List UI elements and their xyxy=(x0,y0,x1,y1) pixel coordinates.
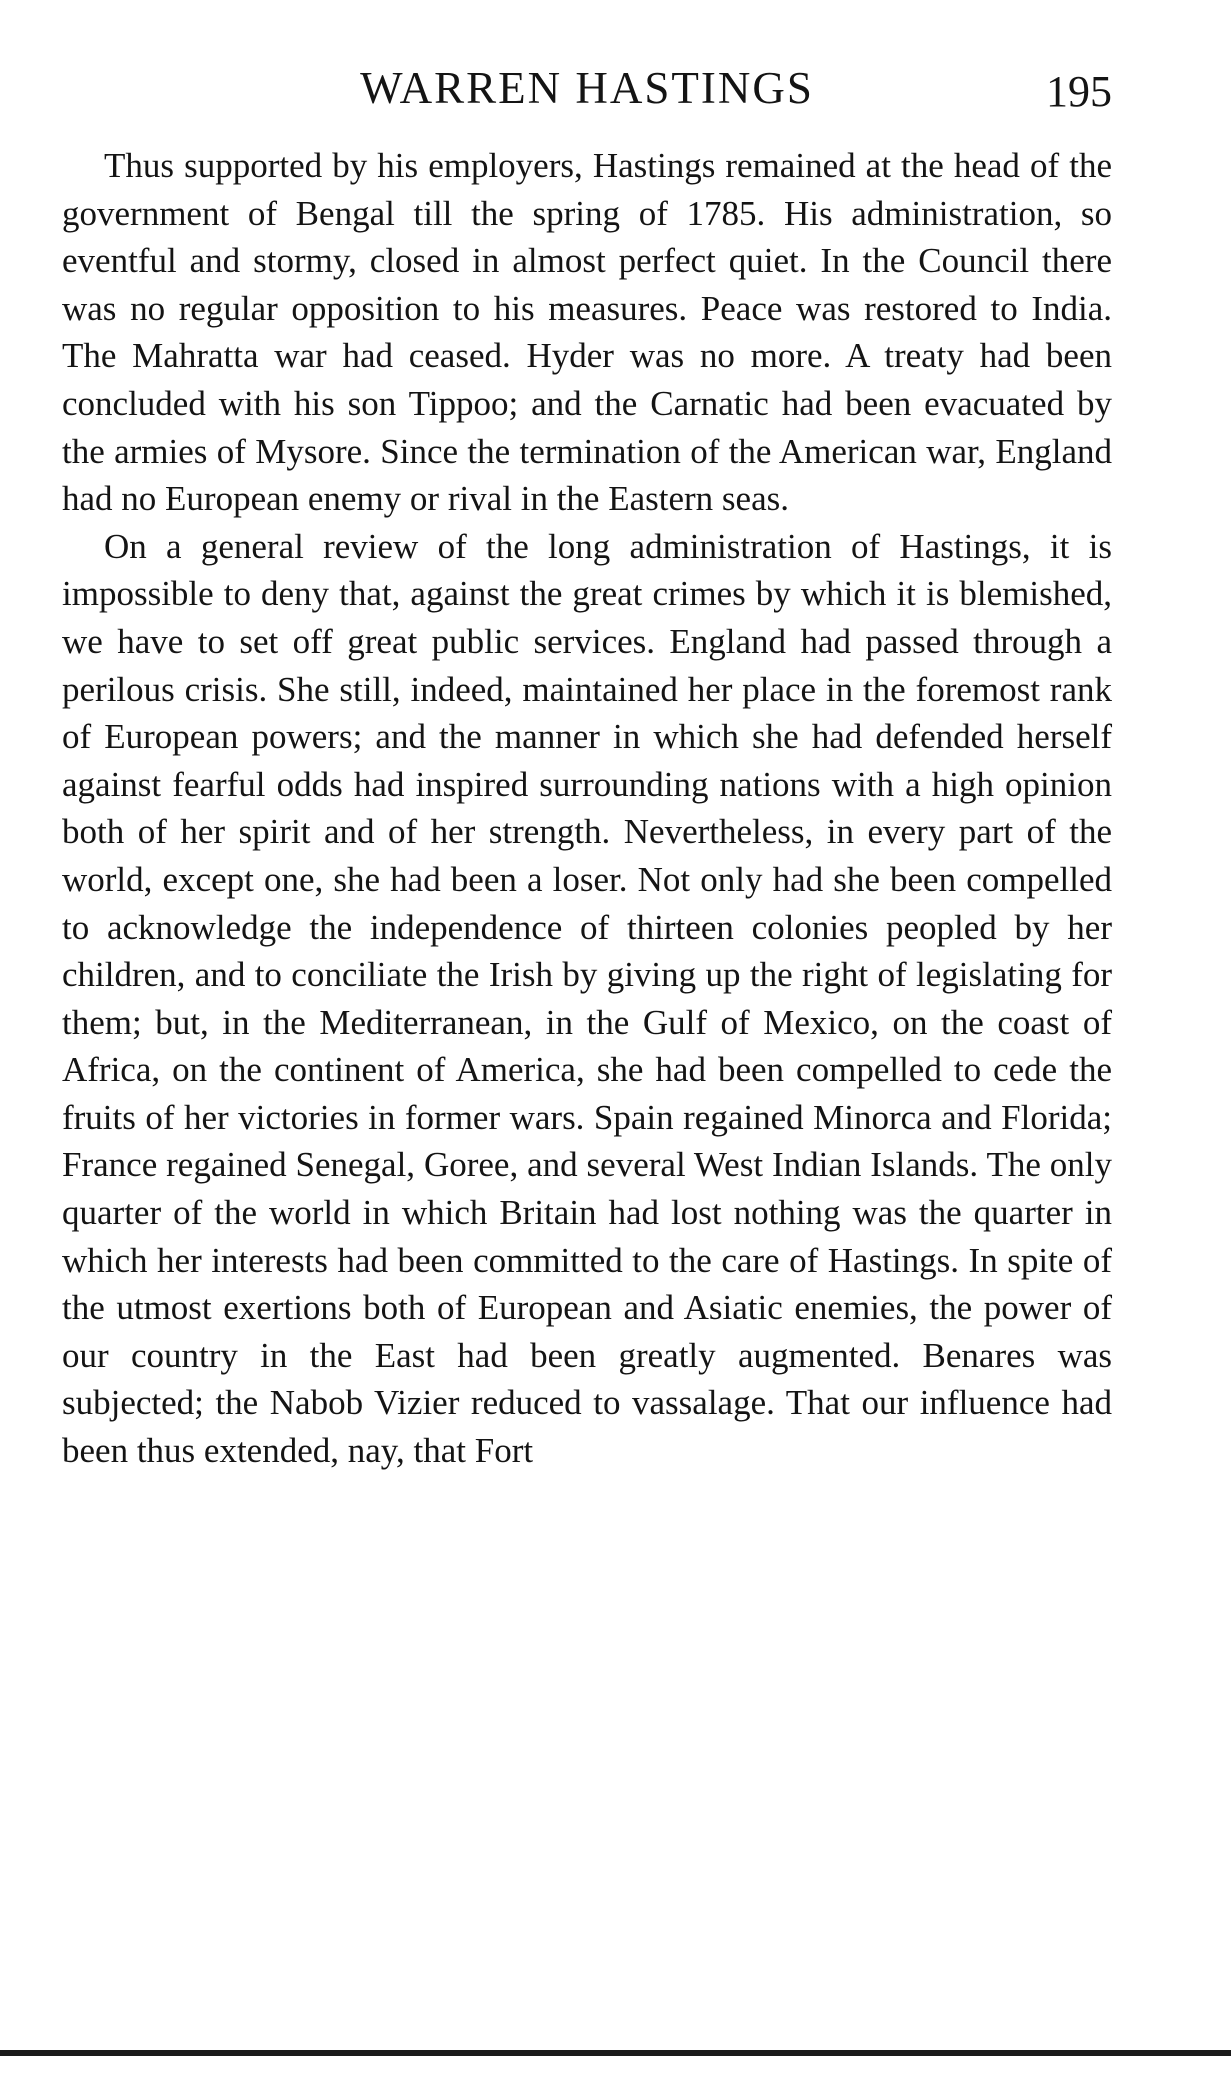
bottom-rule xyxy=(0,2050,1231,2056)
page-header xyxy=(62,58,1112,118)
page-number: 195 xyxy=(1046,67,1112,116)
running-title: WARREN HASTINGS xyxy=(360,63,814,113)
body-text xyxy=(62,142,1112,1475)
paragraph: On a general review of the long administration of Hastings, it is impossible to deny that, against the great crimes by which it is blemished, we have to set off great public services. England had passed through a perilous crisis. She still, indeed, maintained her place in the foremost rank of European powers; and the manner in which she had defended herself against fearful odds had inspired surrounding nations with a high opinion both of her spirit and of her strength. Nevertheless, in every part of the world, except one, she had been a loser. Not only had she been compelled to acknowledge the independence of thirteen colonies peopled by her children, and to conciliate the Irish by giving up the right of legislating for them; but, in the Mediterranean, in the Gulf of Mexico, on the coast of Africa, on the continent of America, she had been compelled to cede the fruits of her victories in former wars. Spain regained Minorca and Florida; France regained Senegal, Goree, and several West Indian Islands. The only quarter of the world in which Britain had lost nothing was the quarter in which her interests had been committed to the care of Hastings. In spite of the utmost exertions both of European and Asiatic enemies, the power of our country in the East had been greatly augmented. Benares was subjected; the Nabob Vizier reduced to vassalage. That our influence had been thus extended, nay, that Fort xyxy=(62,526,1112,1471)
paragraph: Thus supported by his employers, Hastings remained at the head of the government of Bengal till the spring of 1785. His administration, so eventful and stormy, closed in almost perfect quiet. In the Council there was no regular opposition to his measures. Peace was restored to India. The Mahratta war had ceased. Hyder was no more. A treaty had been concluded with his son Tippoo; and the Carnatic had been evacuated by the armies of Mysore. Since the termination of the American war, England had no European enemy or rival in the Eastern seas. xyxy=(62,146,1112,519)
